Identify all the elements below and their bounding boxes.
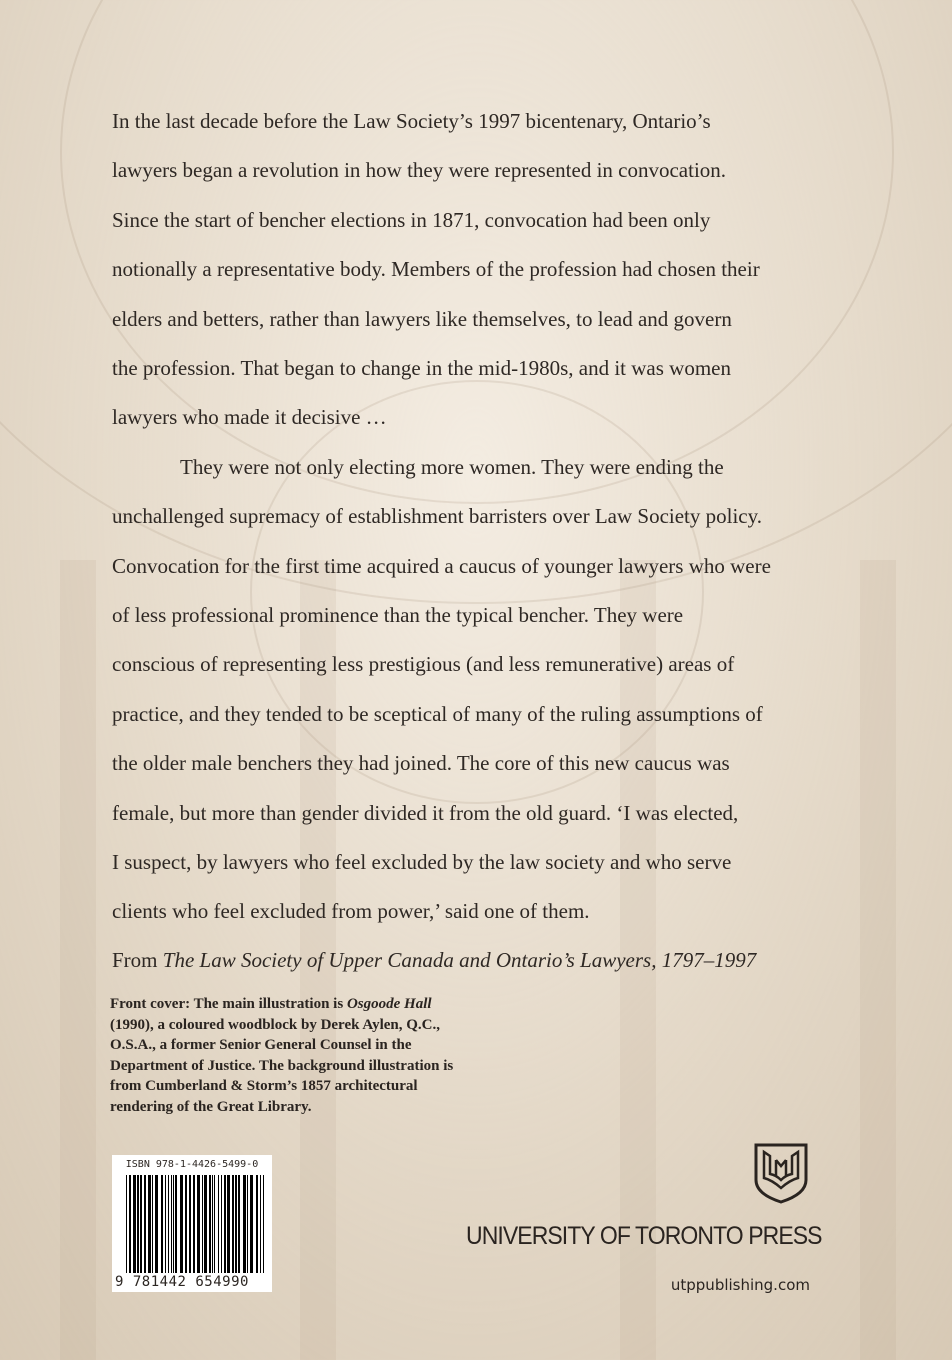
source-prefix: From (112, 948, 163, 972)
excerpt-line: the profession. That began to change in the mid-1980s, and it was women (112, 356, 731, 380)
barcode-bar (193, 1175, 195, 1273)
barcode-bar (247, 1175, 248, 1273)
barcode-bar (180, 1175, 183, 1273)
excerpt-line: conscious of representing less prestigious (and less remunerative) areas of (112, 652, 735, 677)
barcode-bar (148, 1175, 151, 1273)
barcode-bar (263, 1175, 264, 1273)
barcode-bar (209, 1175, 211, 1273)
barcode-bar (218, 1175, 219, 1273)
isbn-barcode (112, 1155, 272, 1292)
ean-number: 9 781442 654990 (115, 1274, 249, 1290)
barcode-bar (238, 1175, 240, 1273)
excerpt-line: lawyers began a revolution in how they were represented in convocation. (112, 158, 727, 183)
barcode-bar (224, 1175, 226, 1273)
isbn-label: ISBN 978-1-4426-5499-0 (125, 1159, 259, 1170)
excerpt-line: the older male benchers they had joined. The core of this new caucus was (112, 751, 730, 776)
barcode-bar (221, 1175, 222, 1273)
barcode-bar (202, 1175, 203, 1273)
barcode-bar (161, 1175, 163, 1273)
barcode-bar (235, 1175, 237, 1273)
barcode-bar (256, 1175, 258, 1273)
barcode-bar (260, 1175, 261, 1273)
barcode-bar (144, 1175, 146, 1273)
cover-credit (110, 994, 460, 1118)
barcode-bar (168, 1175, 169, 1273)
excerpt-line: They were not only electing more women. They were ending the (180, 454, 724, 479)
excerpt-line: Since the start of bencher elections in 1871, convocation had been only (112, 207, 711, 232)
barcode-bar (126, 1175, 127, 1273)
barcode-bar (214, 1175, 215, 1273)
excerpt-line: notionally a representative body. Members of the profession had chosen their (112, 257, 760, 282)
excerpt-line: of less professional prominence than the typical bencher. They were (112, 603, 684, 627)
excerpt-line: unchallenged supremacy of establishment barristers over Law Society policy. (112, 504, 763, 529)
publisher-url[interactable]: utppublishing.com (670, 1276, 810, 1294)
excerpt-line: Convocation for the first time acquired a caucus of younger lawyers who were (112, 553, 771, 578)
barcode-bar (129, 1175, 131, 1273)
excerpt-line: female, but more than gender divided it from the old guard. ‘I was elected, (112, 800, 739, 825)
barcode-bars (126, 1175, 266, 1273)
barcode-bar (165, 1175, 166, 1273)
barcode-bar (227, 1175, 230, 1273)
excerpt-source (112, 948, 756, 972)
barcode-bar (140, 1175, 142, 1273)
barcode-bar (137, 1175, 139, 1273)
barcode-bar (173, 1175, 174, 1273)
barcode-bar (204, 1175, 207, 1273)
barcode-bar (232, 1175, 234, 1273)
barcode-bar (185, 1175, 187, 1273)
excerpt-line: In the last decade before the Law Society’s 1997 bicentenary, Ontario’s (112, 109, 711, 133)
barcode-bar (175, 1175, 177, 1273)
barcode-bar (243, 1175, 246, 1273)
credit-text-2: (1990), a coloured woodblock by Derek Aylen, Q.C., O.S.A., a former Senior General Counsel in the Department of Justice. The background illustration is from Cumberland & Storm’s 1857 architectural rendering of the Great Library. (110, 1016, 454, 1115)
publisher-name: UNIVERSITY OF TORONTO PRESS (466, 1222, 822, 1250)
barcode-bar (152, 1175, 153, 1273)
excerpt-line: practice, and they tended to be sceptical of many of the ruling assumptions of (112, 701, 763, 726)
barcode-bar (250, 1175, 253, 1273)
barcode-bar (189, 1175, 191, 1273)
excerpt-line: clients who feel excluded from power,’ said one of them. (112, 899, 590, 924)
excerpt-line: lawyers who made it decisive … (112, 405, 387, 430)
source-title: The Law Society of Upper Canada and Ontario’s Lawyers, 1797–1997 (162, 948, 757, 972)
barcode-bar (155, 1175, 158, 1273)
barcode-bar (171, 1175, 172, 1273)
barcode-bar (197, 1175, 200, 1273)
excerpt-line: I suspect, by lawyers who feel excluded by the law society and who serve (112, 850, 732, 874)
barcode-bar (212, 1175, 213, 1273)
credit-title: Osgoode Hall (346, 996, 432, 1012)
barcode-bar (133, 1175, 136, 1273)
excerpt-line: elders and betters, rather than lawyers like themselves, to lead and govern (112, 306, 732, 331)
utp-shield-book-icon (752, 1142, 810, 1204)
credit-text: Front cover: The main illustration is (110, 996, 347, 1012)
